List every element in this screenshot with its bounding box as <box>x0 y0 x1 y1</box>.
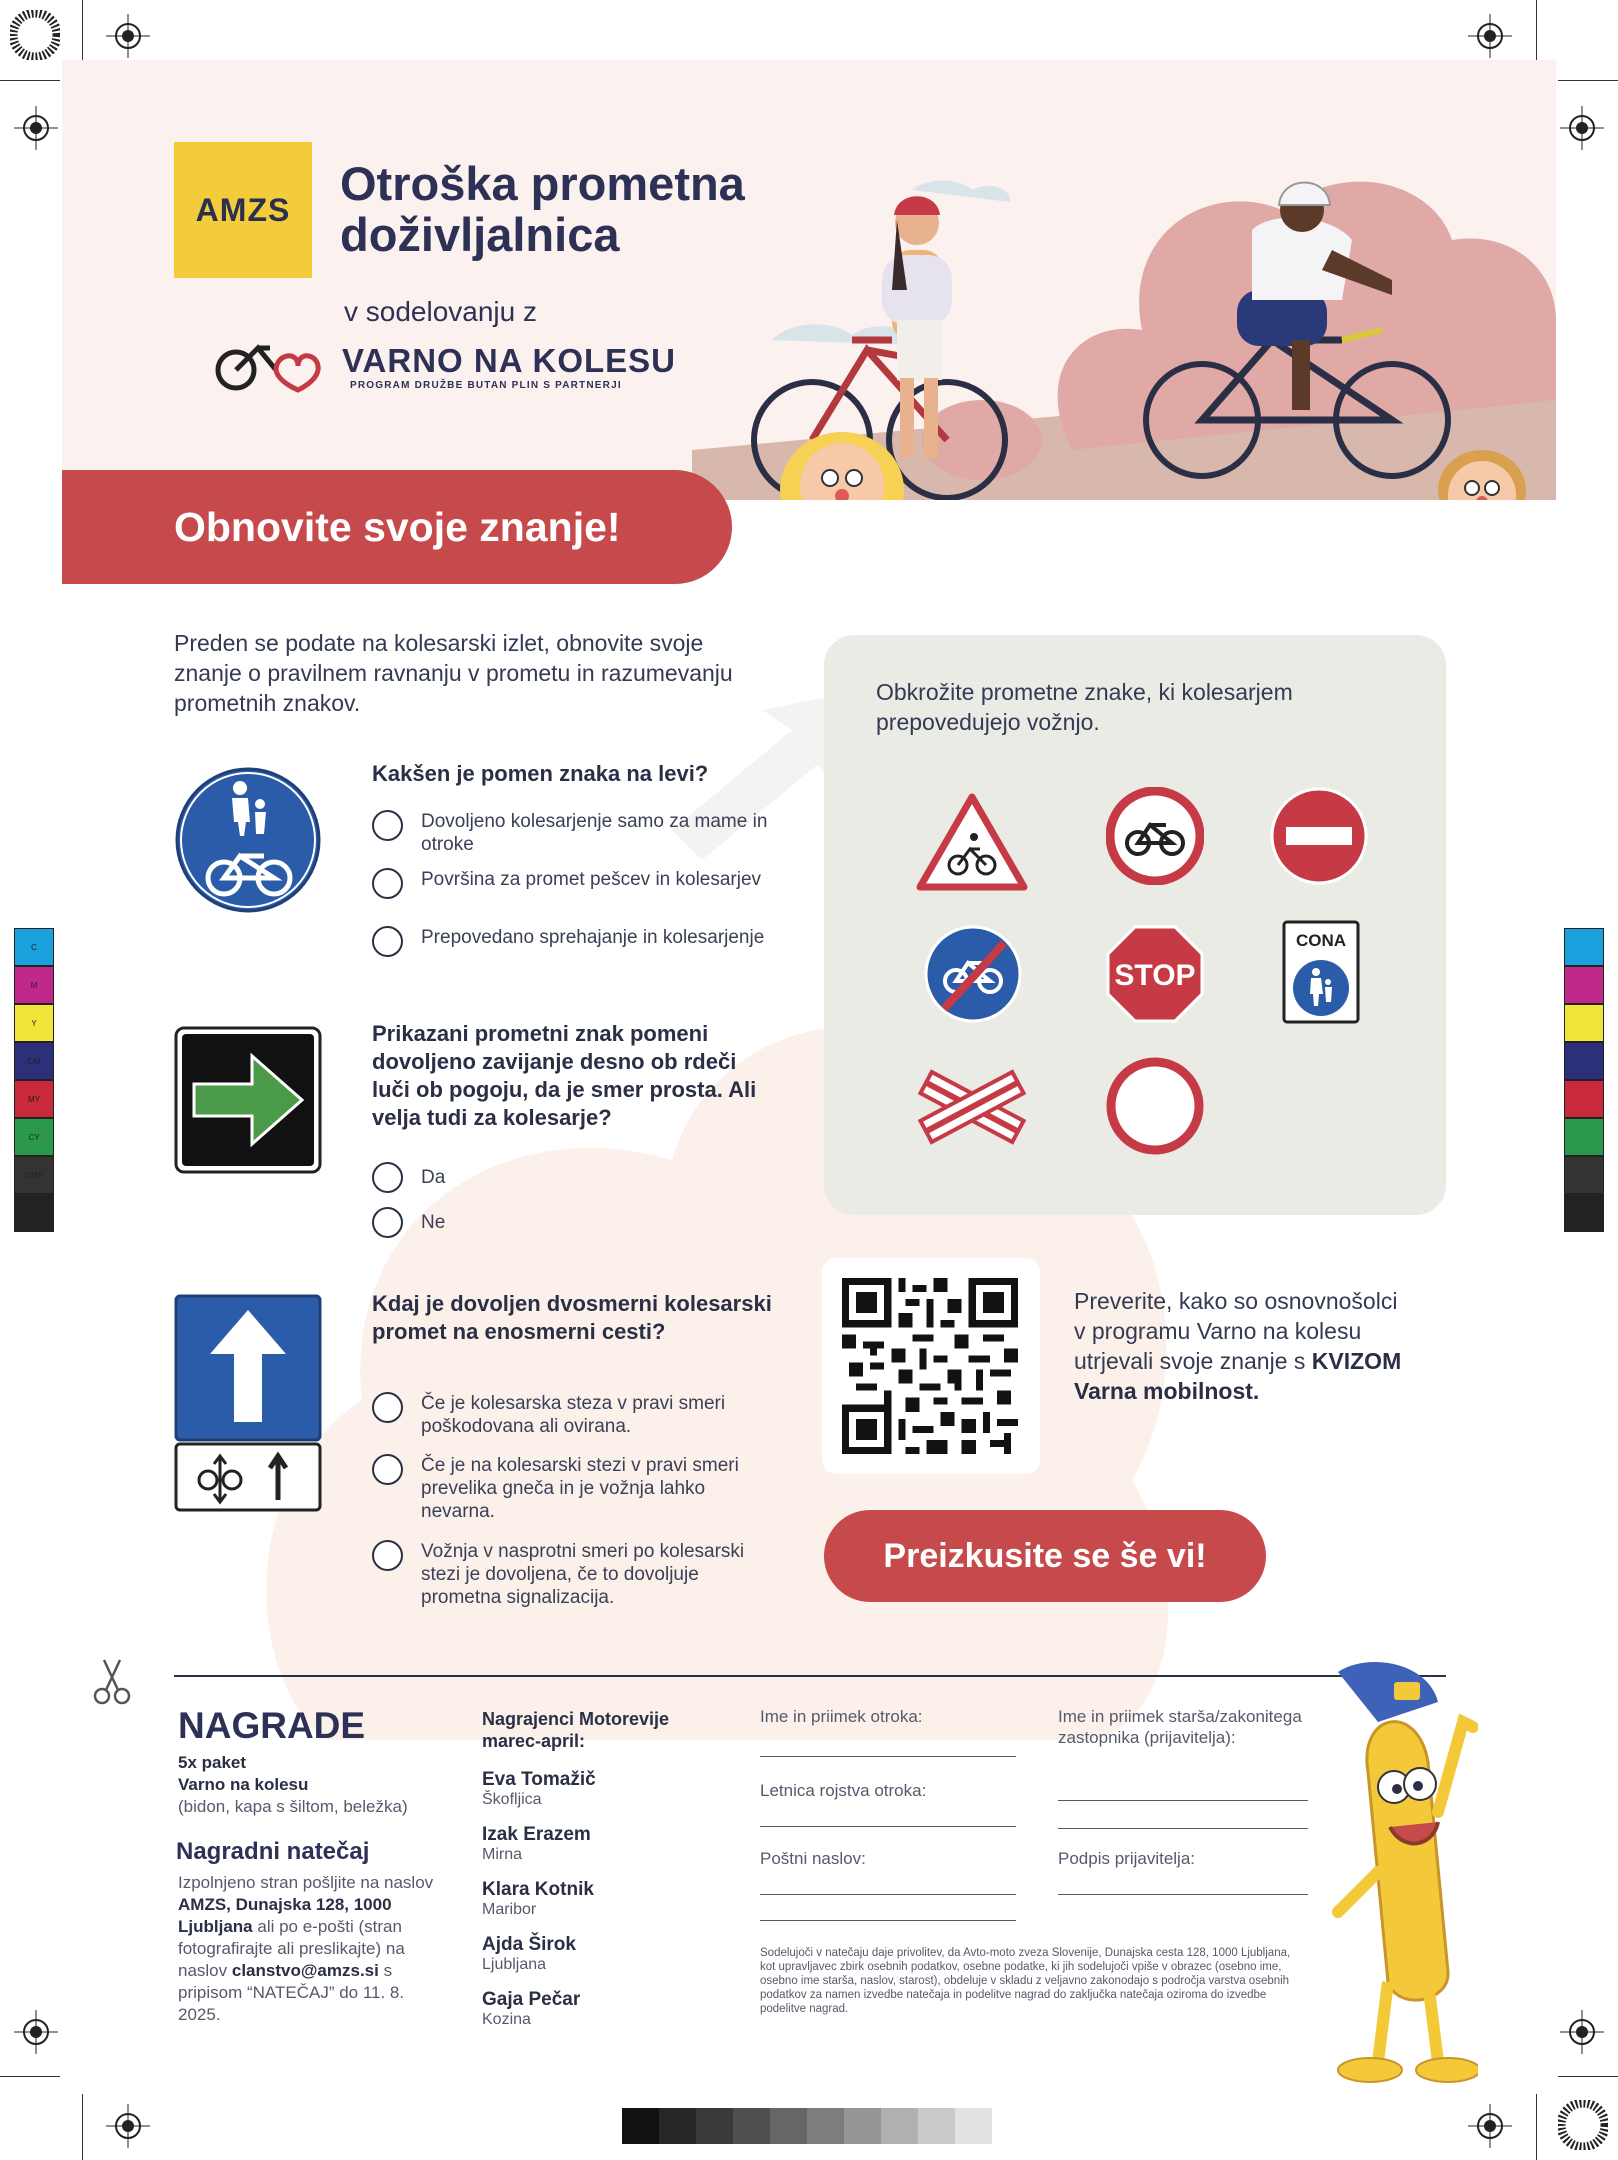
cut-line <box>174 1675 1446 1677</box>
color-patch <box>1564 928 1604 966</box>
qr-code-card[interactable] <box>822 1258 1040 1474</box>
winners-list <box>482 1708 712 2043</box>
radio-button[interactable] <box>372 1207 403 1238</box>
privacy-notice: Sodelujoči v natečaju daje privolitev, da Avto-moto zveza Slovenije, Dunajska cesta 128, 1000 Ljubljana, kot upravljavec zbirk osebnih podatkov, osebne podatke, ki jih sodelujoči vpiše v obrazec (osebno ime, osebno ime starša, naslov, starost), obdeluje v skladu z veljavno zakonodajo s področja varstva osebnih podatkov za namen izvedbe natečaja in podelitve nagrad do zaključka natečaja oziroma do izvedbe podelitve nagrad. <box>760 1947 1291 2015</box>
bike-heart-logo-icon <box>214 336 324 396</box>
list-item: Klara Kotnik Maribor <box>482 1879 594 1918</box>
gray-scale-bar <box>622 2108 992 2144</box>
postal-address-field[interactable] <box>760 1894 1016 1895</box>
postal-address-label: Poštni naslov: <box>760 1849 866 1868</box>
crosshair-mark-icon <box>106 14 150 58</box>
color-patch: CMY <box>14 1156 54 1194</box>
radio-button[interactable] <box>372 926 403 957</box>
scissors-icon <box>92 1658 132 1706</box>
color-patch <box>1564 1118 1604 1156</box>
radio-button[interactable] <box>372 1392 403 1423</box>
no-vehicles-sign-icon[interactable] <box>1106 1057 1204 1155</box>
signature-label: Podpis prijavitelja: <box>1058 1849 1196 1868</box>
question-3: Kdaj je dovoljen dvosmerni kolesarski promet na enosmerni cesti? <box>372 1291 772 1344</box>
radio-button[interactable] <box>372 1540 403 1571</box>
signs-task-instruction: Obkrožite prometne znake, ki kolesarjem prepovedujejo vožnjo. <box>876 679 1293 735</box>
color-patch: MY <box>14 1080 54 1118</box>
one-way-sign-icon <box>174 1294 322 1512</box>
color-patch: CY <box>14 1118 54 1156</box>
pedestrian-zone-sign-icon[interactable] <box>1282 920 1360 1024</box>
no-bicycles-sign-icon[interactable] <box>1106 787 1204 885</box>
child-name-field[interactable] <box>760 1756 1016 1757</box>
crosshair-mark-icon <box>1560 106 1604 150</box>
radio-button[interactable] <box>372 868 403 899</box>
end-of-cycle-path-sign-icon[interactable] <box>924 925 1022 1023</box>
question-1: Kakšen je pomen znaka na levi? <box>372 761 709 786</box>
question-2-option[interactable]: Ne <box>372 1207 445 1238</box>
list-item: Gaja Pečar Kozina <box>482 1989 581 2028</box>
question-2: Prikazani prometni znak pomeni dovoljeno zavijanje desno ob rdeči luči ob pogoju, da je smer prosta. Ali velja tudi za kolesarje? <box>372 1021 757 1130</box>
contest-heading: Nagradni natečaj <box>176 1838 370 1865</box>
color-patch <box>1564 966 1604 1004</box>
color-patch <box>1564 1194 1604 1232</box>
refresh-knowledge-banner: Obnovite svoje znanje! <box>62 470 732 584</box>
green-arrow-sign-icon <box>174 1026 322 1174</box>
signs-task-panel <box>824 635 1446 1215</box>
railway-crossing-sign-icon[interactable] <box>918 1067 1026 1147</box>
question-1-option[interactable]: Prepovedano sprehajanje in kolesarjenje <box>372 926 792 957</box>
cyclists-warning-sign-icon[interactable] <box>916 793 1028 891</box>
birth-year-field[interactable] <box>760 1826 1016 1827</box>
winners-heading: Nagrajenci Motorevije marec-april: <box>482 1709 670 1751</box>
mascot-illustration <box>1298 1652 1478 2088</box>
color-control-bar-left <box>14 928 54 1232</box>
list-item: Ajda Širok Ljubljana <box>482 1934 576 1973</box>
flyer-page <box>62 60 1556 2088</box>
crosshair-mark-icon <box>14 2010 58 2054</box>
pedestrian-cyclist-sign-icon <box>174 766 322 914</box>
amzs-logo: AMZS <box>174 142 312 278</box>
registration-mark-icon <box>10 10 60 60</box>
radio-button[interactable] <box>372 1162 403 1193</box>
contest-instructions: Izpolnjeno stran pošljite na naslov AMZS, Dunajska 128, 1000 Ljubljana ali po e-pošti (stran fotografirajte ali preslikajte) na naslov clanstvo@amzs.si s pripisom “NATEČAJ” do 11. 8. 2025. <box>178 1873 434 2024</box>
collaboration-text: v sodelovanju z <box>344 296 538 327</box>
signature-field[interactable] <box>1058 1894 1308 1895</box>
color-patch: K <box>14 1194 54 1232</box>
stop-sign-icon[interactable] <box>1106 925 1204 1023</box>
crosshair-mark-icon <box>1468 2104 1512 2148</box>
guardian-name-field[interactable] <box>1058 1800 1308 1801</box>
color-patch: Y <box>14 1004 54 1042</box>
color-patch <box>1564 1004 1604 1042</box>
registration-mark-icon <box>1558 2100 1608 2150</box>
guardian-name-field-2[interactable] <box>1058 1828 1308 1829</box>
question-1-option[interactable]: Površina za promet pešcev in kolesarjev <box>372 868 792 899</box>
radio-button[interactable] <box>372 810 403 841</box>
list-item: Eva Tomažič Škofljica <box>482 1769 596 1808</box>
partner-name: VARNO NA KOLESU <box>342 342 677 379</box>
question-1-option[interactable]: Dovoljeno kolesarjenje samo za mame in otroke <box>372 810 792 856</box>
zone-sign-label: CONA <box>1295 931 1347 950</box>
question-2-option[interactable]: Da <box>372 1162 445 1193</box>
list-item: Izak Erazem Mirna <box>482 1824 591 1863</box>
crosshair-mark-icon <box>1560 2010 1604 2054</box>
no-entry-sign-icon[interactable] <box>1270 787 1368 885</box>
partner-subtitle: PROGRAM DRUŽBE BUTAN PLIN S PARTNERJI <box>350 380 622 391</box>
qr-code-icon[interactable] <box>842 1278 1018 1454</box>
hero-section <box>62 60 1556 500</box>
color-patch: C <box>14 928 54 966</box>
color-patch <box>1564 1080 1604 1118</box>
try-yourself-button[interactable]: Preizkusite se še vi! <box>824 1510 1266 1602</box>
stop-sign-label: STOP <box>1114 959 1196 992</box>
qr-description: Preverite, kako so osnovnošolci v programu Varno na kolesu utrjevali svoje znanje s KVIZOM Varna mobilnost. <box>1074 1288 1402 1404</box>
question-3-option[interactable]: Če je kolesarska steza v pravi smeri poškodovana ali ovirana. <box>372 1392 752 1438</box>
question-3-option[interactable]: Če je na kolesarski stezi v pravi smeri prevelika gneča in je vožnja lahko nevarna. <box>372 1454 752 1523</box>
child-name-label: Ime in priimek otroka: <box>760 1707 923 1726</box>
color-control-bar-right <box>1564 928 1604 1232</box>
color-patch <box>1564 1042 1604 1080</box>
prizes-description: 5x paket Varno na kolesu (bidon, kapa s šiltom, beležka) <box>178 1753 408 1816</box>
question-3-option[interactable]: Vožnja v nasprotni smeri po kolesarski stezi je dovoljena, če to dovoljuje prometna signalizacija. <box>372 1540 752 1609</box>
page-title: Otroška prometna doživljalnica <box>340 157 745 261</box>
crosshair-mark-icon <box>14 106 58 150</box>
color-patch: M <box>14 966 54 1004</box>
postal-address-field-2[interactable] <box>760 1920 1016 1921</box>
intro-text: Preden se podate na kolesarski izlet, obnovite svoje znanje o pravilnem ravnanju v prometu in razumevanju prometnih znakov. <box>174 630 733 716</box>
radio-button[interactable] <box>372 1454 403 1485</box>
color-patch <box>1564 1156 1604 1194</box>
hero-illustration <box>692 120 1556 500</box>
crosshair-mark-icon <box>106 2104 150 2148</box>
birth-year-label: Letnica rojstva otroka: <box>760 1781 927 1800</box>
crosshair-mark-icon <box>1468 14 1512 58</box>
prizes-heading: NAGRADE <box>178 1705 366 1746</box>
guardian-name-label: Ime in priimek staršа/zakonitega zastopnika (prijavitelja): <box>1058 1707 1302 1747</box>
color-patch: CM <box>14 1042 54 1080</box>
